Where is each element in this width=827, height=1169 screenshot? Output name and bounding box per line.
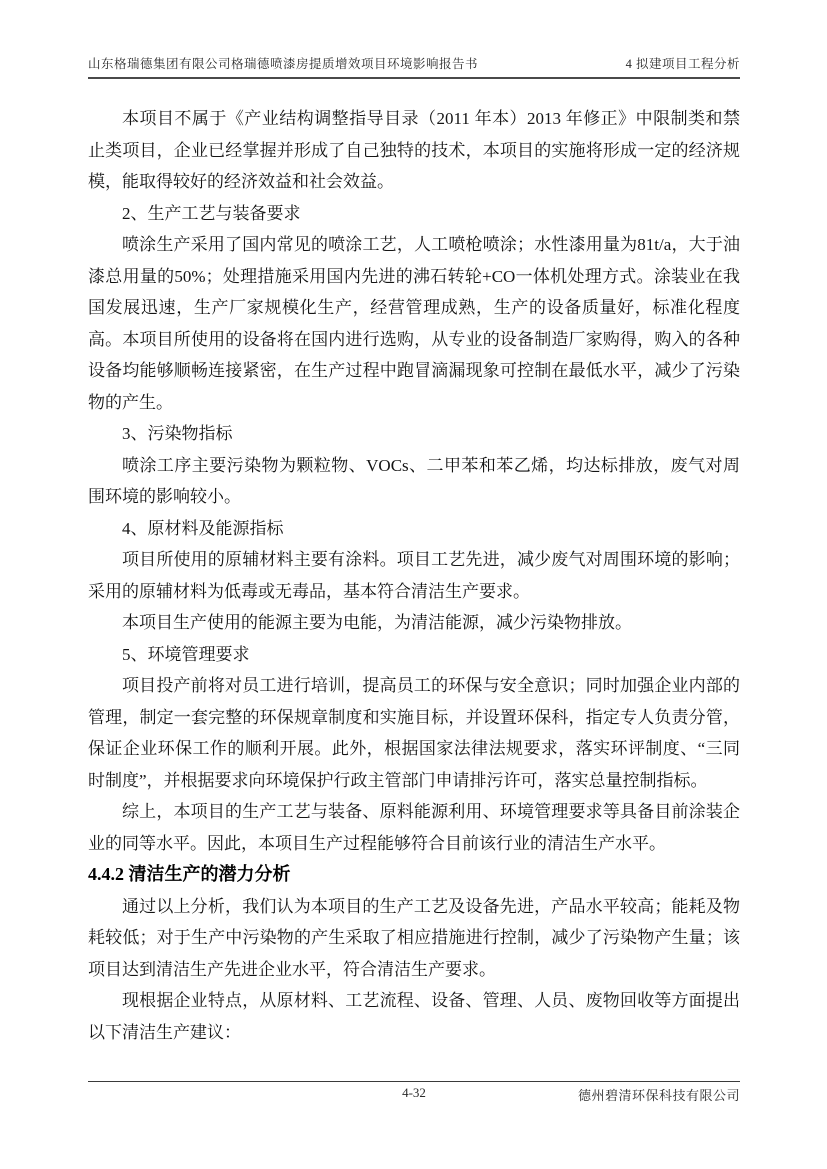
document-body — [88, 103, 740, 1048]
paragraph: 本项目生产使用的能源主要为电能，为清洁能源，减少污染物排放。 — [122, 613, 632, 632]
sub-heading: 2、生产工艺与装备要求 — [122, 203, 301, 223]
paragraph: 喷涂工序主要污染物为颗粒物、VOCs、二甲苯和苯乙烯，均达标排放，废气对周围环境的影响较小。 — [88, 455, 740, 506]
paragraph: 项目所使用的原辅材料主要有涂料。项目工艺先进，减少废气对周围环境的影响；采用的原辅材料为低毒或无毒品，基本符合清洁生产要求。 — [88, 550, 740, 601]
paragraph: 综上，本项目的生产工艺与装备、原料能源利用、环境管理要求等具备目前涂装企业的同等水平。因此，本项目生产过程能够符合目前该行业的清洁生产水平。 — [88, 802, 740, 853]
page-footer — [88, 1081, 740, 1104]
paragraph: 本项目不属于《产业结构调整指导目录（2011 年本）2013 年修正》中限制类和禁止类项目，企业已经掌握并形成了自己独特的技术，本项目的实施将形成一定的经济规模，能取得较好的经济效益和社会效益。 — [88, 109, 740, 191]
paragraph: 项目投产前将对员工进行培训，提高员工的环保与安全意识；同时加强企业内部的管理，制定一套完整的环保规章制度和实施目标，并设置环保科，指定专人负责分管，保证企业环保工作的顺利开展。此外，根据国家法律法规要求，落实环评制度、“三同时制度”，并根据要求向环境保护行政主管部门申请排污许可，落实总量控制指标。 — [88, 676, 740, 790]
section-heading: 4.4.2 清洁生产的潜力分析 — [88, 864, 291, 884]
footer-page-number: 4-32 — [402, 1085, 426, 1100]
sub-heading: 3、污染物指标 — [122, 424, 233, 443]
sub-heading: 4、原材料及能源指标 — [122, 518, 284, 538]
paragraph: 喷涂生产采用了国内常见的喷涂工艺，人工喷枪喷涂；水性漆用量为81t/a，大于油漆总用量的50%；处理措施采用国内先进的沸石转轮+CO一体机处理方式。涂装业在我国发展迅速，生产厂家规模化生产，经营管理成熟，生产的设备质量好，标准化程度高。本项目所使用的设备将在国内进行选购，从专业的设备制造厂家购得，购入的各种设备均能够顺畅连接紧密，在生产过程中跑冒滴漏现象可控制在最低水平，减少了污染物的产生。 — [88, 235, 740, 412]
header-section-title: 4 拟建项目工程分析 — [625, 57, 740, 71]
sub-heading: 5、环境管理要求 — [122, 644, 250, 664]
paragraph: 通过以上分析，我们认为本项目的生产工艺及设备先进，产品水平较高；能耗及物耗较低；对于生产中污染物的产生采取了相应措施进行控制，减少了污染物产生量；该项目达到清洁生产先进企业水平，符合清洁生产要求。 — [88, 896, 740, 979]
footer-company-name: 德州碧清环保科技有限公司 — [577, 1088, 740, 1103]
paragraph: 现根据企业特点，从原材料、工艺流程、设备、管理、人员、废物回收等方面提出以下清洁生产建议： — [88, 991, 740, 1042]
header-report-title: 山东格瑞德集团有限公司格瑞德喷漆房提质增效项目环境影响报告书 — [88, 57, 479, 71]
page-header — [88, 54, 740, 79]
